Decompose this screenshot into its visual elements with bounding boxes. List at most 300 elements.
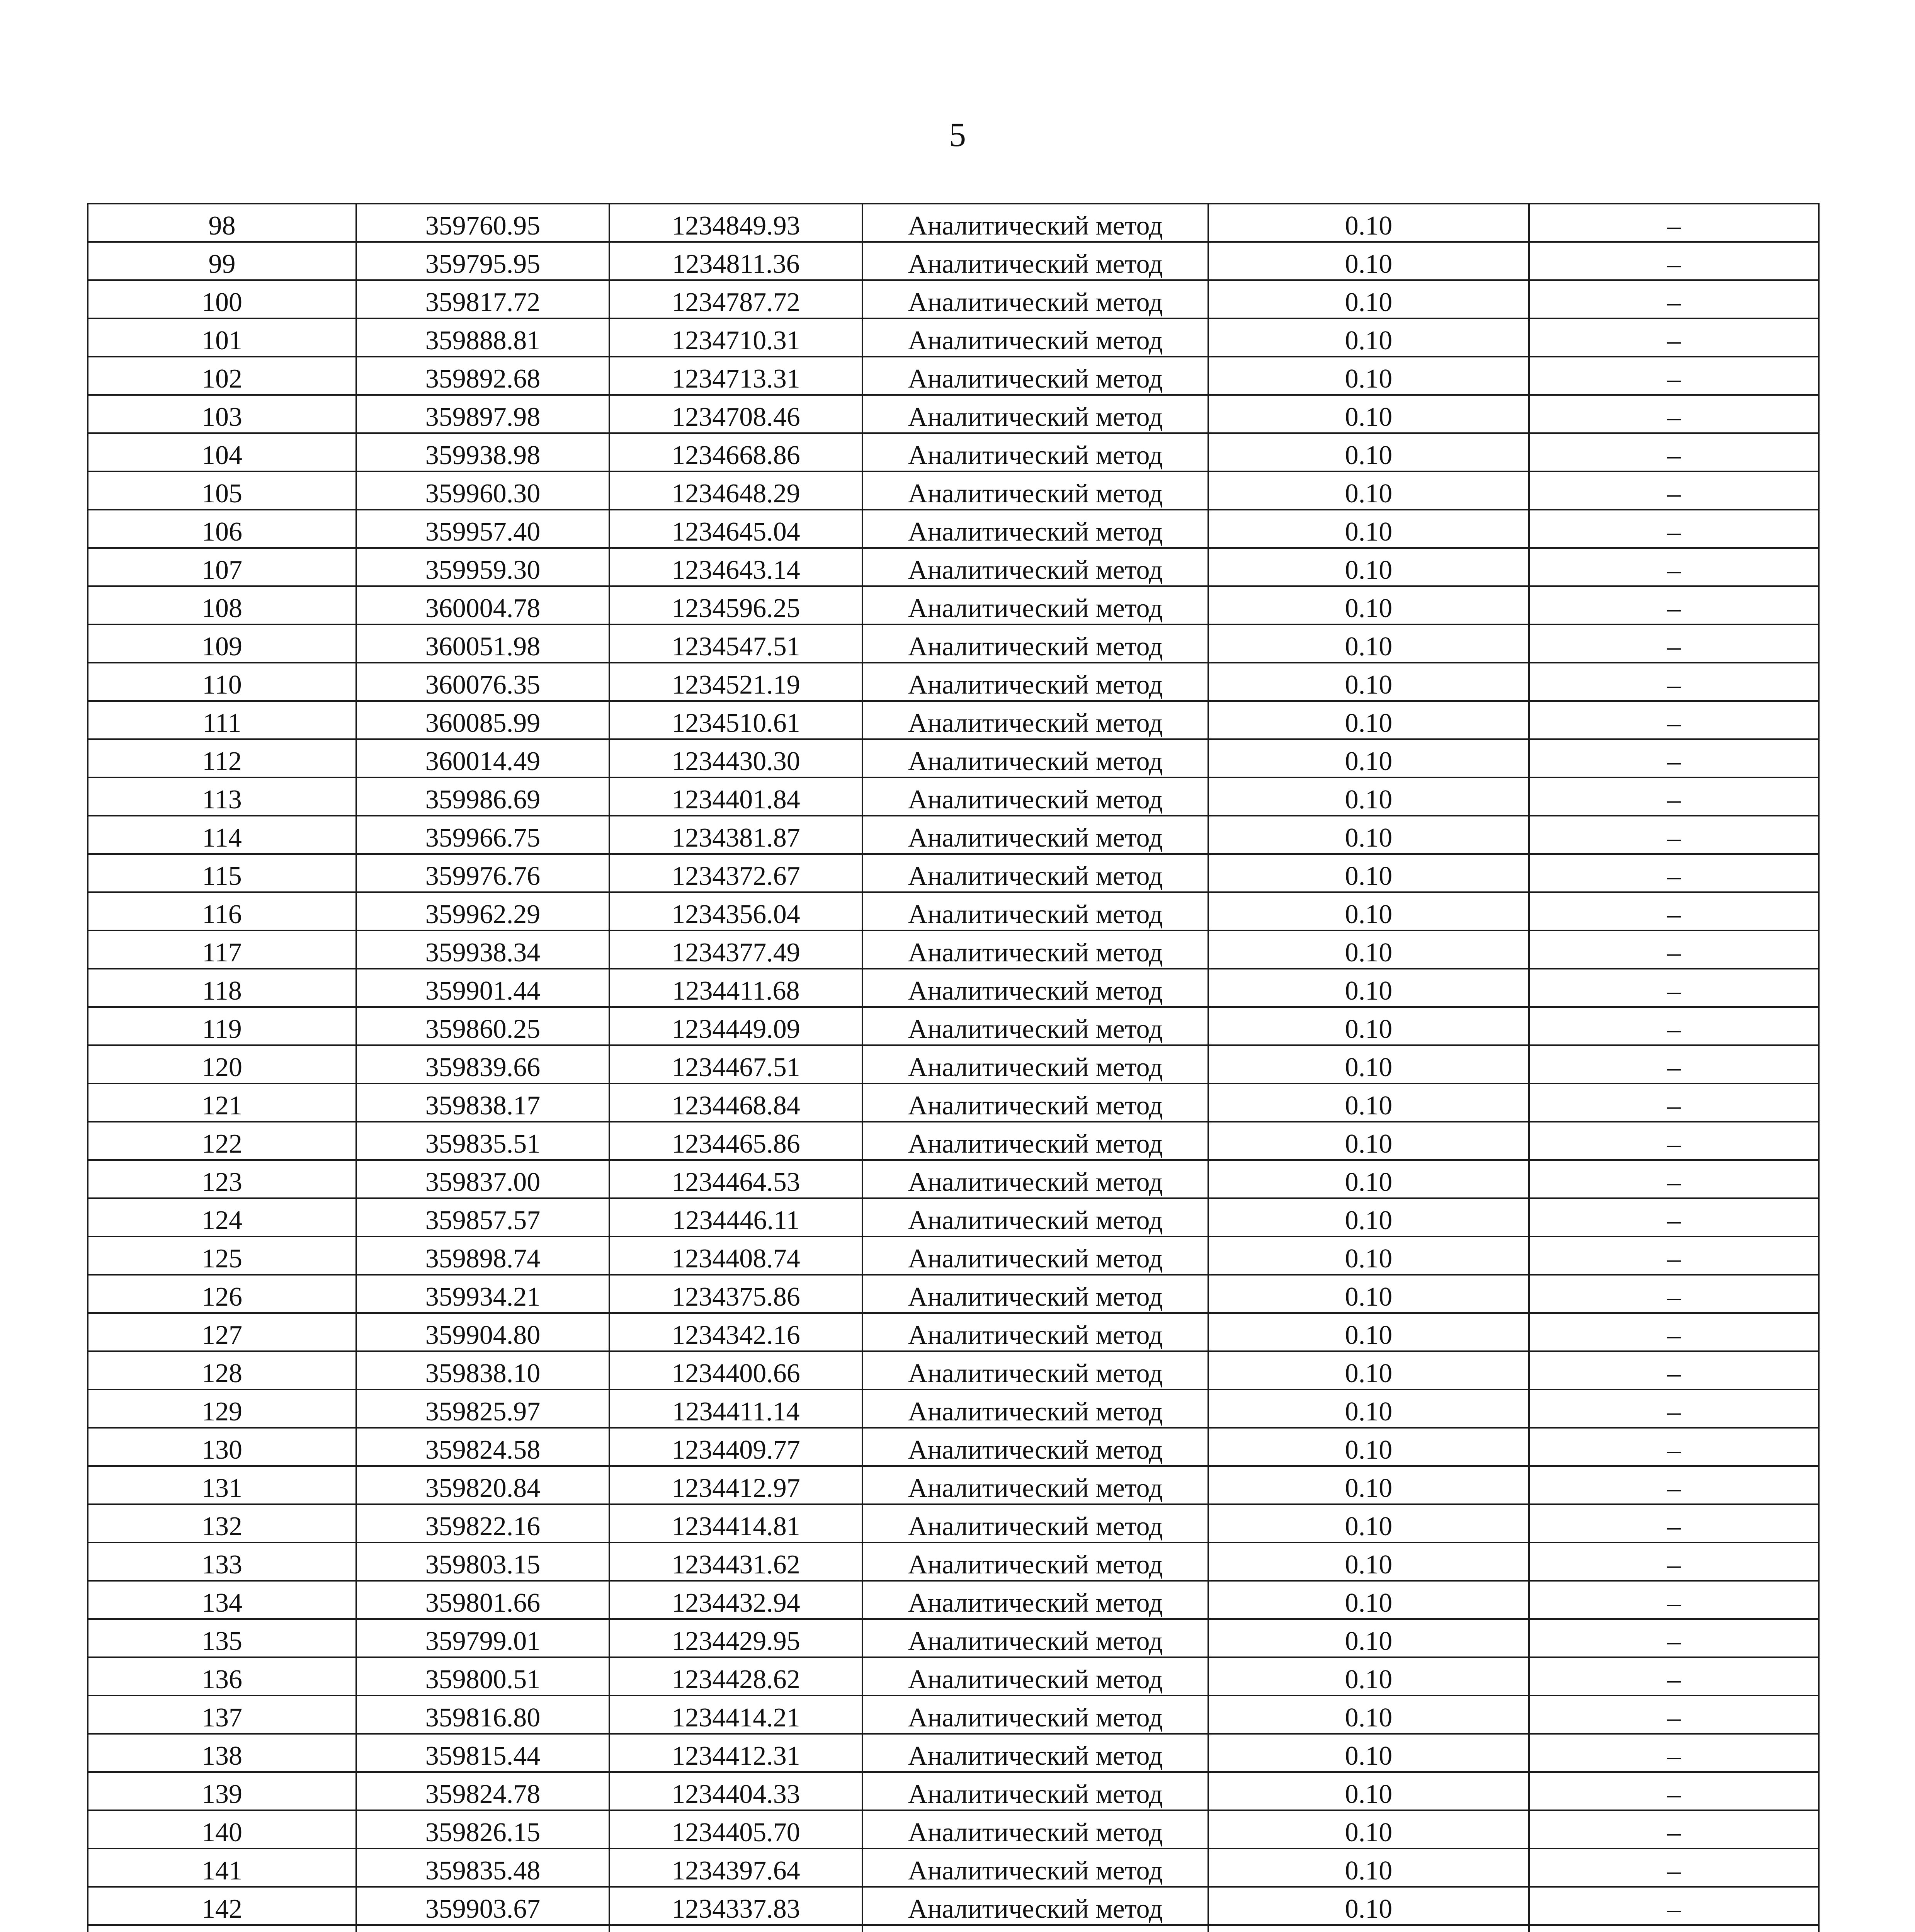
method-cell: Аналитический метод — [862, 204, 1208, 242]
table-row — [88, 1198, 1819, 1236]
y-coordinate-cell: 1234521.19 — [609, 663, 862, 701]
y-coordinate-cell: 1234467.51 — [609, 1045, 862, 1083]
x-coordinate-cell: 359815.44 — [356, 1734, 609, 1772]
point-number-cell: 106 — [88, 510, 356, 548]
table-row — [88, 318, 1819, 357]
note-cell: – — [1529, 1313, 1819, 1351]
table-row — [88, 1122, 1819, 1160]
y-coordinate-cell: 1234356.04 — [609, 892, 862, 930]
table-row — [88, 1045, 1819, 1083]
y-coordinate-cell: 1234643.14 — [609, 548, 862, 586]
method-cell: Аналитический метод — [862, 1657, 1208, 1696]
y-coordinate-cell: 1234397.64 — [609, 1849, 862, 1887]
accuracy-cell: 0.10 — [1208, 1122, 1529, 1160]
x-coordinate-cell: 360076.35 — [356, 663, 609, 701]
point-number-cell: 127 — [88, 1313, 356, 1351]
x-coordinate-cell: 359838.10 — [356, 1351, 609, 1389]
method-cell: Аналитический метод — [862, 510, 1208, 548]
note-cell: – — [1529, 318, 1819, 357]
point-number-cell: 130 — [88, 1428, 356, 1466]
table-row — [88, 930, 1819, 969]
coordinates-table-body — [88, 204, 1819, 1932]
point-number-cell: 112 — [88, 739, 356, 777]
table-row — [88, 624, 1819, 663]
note-cell: – — [1529, 1619, 1819, 1657]
x-coordinate-cell: 359897.98 — [356, 395, 609, 433]
table-row — [88, 471, 1819, 510]
note-cell: – — [1529, 280, 1819, 318]
table-row — [88, 892, 1819, 930]
point-number-cell: 113 — [88, 777, 356, 816]
note-cell: – — [1529, 930, 1819, 969]
x-coordinate-cell: 359839.66 — [356, 1045, 609, 1083]
point-number-cell — [88, 1925, 356, 1932]
method-cell: Аналитический метод — [862, 357, 1208, 395]
accuracy-cell: 0.10 — [1208, 1657, 1529, 1696]
x-coordinate-cell: 359803.15 — [356, 1543, 609, 1581]
method-cell: Аналитический метод — [862, 1810, 1208, 1849]
y-coordinate-cell: 1234342.16 — [609, 1313, 862, 1351]
y-coordinate-cell: 1234430.30 — [609, 739, 862, 777]
y-coordinate-cell: 1234811.36 — [609, 242, 862, 280]
x-coordinate-cell: 359835.48 — [356, 1849, 609, 1887]
method-cell: Аналитический метод — [862, 395, 1208, 433]
x-coordinate-cell: 359835.51 — [356, 1122, 609, 1160]
y-coordinate-cell: 1234404.33 — [609, 1772, 862, 1810]
accuracy-cell: 0.10 — [1208, 624, 1529, 663]
method-cell: Аналитический метод — [862, 1313, 1208, 1351]
point-number-cell: 123 — [88, 1160, 356, 1198]
note-cell: – — [1529, 854, 1819, 892]
y-coordinate-cell: 1234375.86 — [609, 1275, 862, 1313]
x-coordinate-cell: 360014.49 — [356, 739, 609, 777]
x-coordinate-cell: 359903.67 — [356, 1887, 609, 1925]
accuracy-cell: 0.10 — [1208, 739, 1529, 777]
y-coordinate-cell: 1234432.94 — [609, 1581, 862, 1619]
table-row — [88, 1389, 1819, 1428]
x-coordinate-cell: 359837.00 — [356, 1160, 609, 1198]
method-cell: Аналитический метод — [862, 318, 1208, 357]
point-number-cell: 114 — [88, 816, 356, 854]
method-cell: Аналитический метод — [862, 1198, 1208, 1236]
point-number-cell: 105 — [88, 471, 356, 510]
method-cell: Аналитический метод — [862, 777, 1208, 816]
point-number-cell: 98 — [88, 204, 356, 242]
method-cell: Аналитический метод — [862, 1389, 1208, 1428]
accuracy-cell: 0.10 — [1208, 1198, 1529, 1236]
accuracy-cell: 0.10 — [1208, 1351, 1529, 1389]
table-row — [88, 739, 1819, 777]
table-row — [88, 969, 1819, 1007]
method-cell: Аналитический метод — [862, 242, 1208, 280]
y-coordinate-cell: 1234409.77 — [609, 1428, 862, 1466]
y-coordinate-cell: 1234446.11 — [609, 1198, 862, 1236]
y-coordinate-cell: 1234414.81 — [609, 1504, 862, 1543]
method-cell: Аналитический метод — [862, 1122, 1208, 1160]
accuracy-cell: 0.10 — [1208, 1389, 1529, 1428]
table-row — [88, 1543, 1819, 1581]
note-cell: – — [1529, 357, 1819, 395]
point-number-cell: 116 — [88, 892, 356, 930]
note-cell: – — [1529, 1504, 1819, 1543]
note-cell: – — [1529, 1772, 1819, 1810]
table-row — [88, 701, 1819, 739]
accuracy-cell: 0.10 — [1208, 1236, 1529, 1275]
y-coordinate-cell: 1234596.25 — [609, 586, 862, 624]
y-coordinate-cell: 1234787.72 — [609, 280, 862, 318]
accuracy-cell: 0.10 — [1208, 930, 1529, 969]
y-coordinate-cell: 1234713.31 — [609, 357, 862, 395]
y-coordinate-cell: 1234411.14 — [609, 1389, 862, 1428]
method-cell: Аналитический метод — [862, 701, 1208, 739]
accuracy-cell: 0.10 — [1208, 892, 1529, 930]
point-number-cell: 109 — [88, 624, 356, 663]
point-number-cell: 117 — [88, 930, 356, 969]
table-row — [88, 1007, 1819, 1045]
note-cell: – — [1529, 1198, 1819, 1236]
method-cell: Аналитический метод — [862, 1543, 1208, 1581]
x-coordinate-cell: 359824.78 — [356, 1772, 609, 1810]
accuracy-cell: 0.10 — [1208, 280, 1529, 318]
point-number-cell: 101 — [88, 318, 356, 357]
table-row — [88, 854, 1819, 892]
accuracy-cell: 0.10 — [1208, 854, 1529, 892]
y-coordinate-cell: 1234645.04 — [609, 510, 862, 548]
accuracy-cell: 0.10 — [1208, 1581, 1529, 1619]
point-number-cell: 100 — [88, 280, 356, 318]
method-cell: Аналитический метод — [862, 586, 1208, 624]
table-row — [88, 777, 1819, 816]
note-cell: – — [1529, 1045, 1819, 1083]
accuracy-cell: 0.10 — [1208, 663, 1529, 701]
accuracy-cell: 0.10 — [1208, 1313, 1529, 1351]
table-row — [88, 280, 1819, 318]
point-number-cell: 128 — [88, 1351, 356, 1389]
method-cell: Аналитический метод — [862, 1428, 1208, 1466]
accuracy-cell — [1208, 1925, 1529, 1932]
accuracy-cell: 0.10 — [1208, 1734, 1529, 1772]
note-cell: – — [1529, 1543, 1819, 1581]
point-number-cell: 111 — [88, 701, 356, 739]
note-cell: – — [1529, 433, 1819, 471]
note-cell: – — [1529, 471, 1819, 510]
y-coordinate-cell: 1234414.21 — [609, 1696, 862, 1734]
method-cell — [862, 1925, 1208, 1932]
point-number-cell: 107 — [88, 548, 356, 586]
x-coordinate-cell: 359960.30 — [356, 471, 609, 510]
y-coordinate-cell: 1234710.31 — [609, 318, 862, 357]
accuracy-cell: 0.10 — [1208, 701, 1529, 739]
x-coordinate-cell: 359826.15 — [356, 1810, 609, 1849]
method-cell: Аналитический метод — [862, 280, 1208, 318]
table-row — [88, 586, 1819, 624]
note-cell: – — [1529, 1696, 1819, 1734]
point-number-cell: 120 — [88, 1045, 356, 1083]
note-cell: – — [1529, 816, 1819, 854]
x-coordinate-cell: 359904.80 — [356, 1313, 609, 1351]
table-row — [88, 510, 1819, 548]
y-coordinate-cell: 1234400.66 — [609, 1351, 862, 1389]
x-coordinate-cell: 359938.34 — [356, 930, 609, 969]
table-row — [88, 1160, 1819, 1198]
method-cell: Аналитический метод — [862, 1887, 1208, 1925]
table-row — [88, 1313, 1819, 1351]
method-cell: Аналитический метод — [862, 1504, 1208, 1543]
y-coordinate-cell: 1234408.74 — [609, 1236, 862, 1275]
accuracy-cell: 0.10 — [1208, 318, 1529, 357]
x-coordinate-cell: 359799.01 — [356, 1619, 609, 1657]
note-cell: – — [1529, 510, 1819, 548]
table-row — [88, 1734, 1819, 1772]
y-coordinate-cell: 1234547.51 — [609, 624, 862, 663]
x-coordinate-cell: 359795.95 — [356, 242, 609, 280]
note-cell: – — [1529, 1887, 1819, 1925]
x-coordinate-cell — [356, 1925, 609, 1932]
note-cell: – — [1529, 1007, 1819, 1045]
point-number-cell: 124 — [88, 1198, 356, 1236]
coordinates-table — [87, 203, 1820, 1932]
y-coordinate-cell: 1234337.83 — [609, 1887, 862, 1925]
y-coordinate-cell: 1234449.09 — [609, 1007, 862, 1045]
point-number-cell: 102 — [88, 357, 356, 395]
note-cell: – — [1529, 1810, 1819, 1849]
x-coordinate-cell: 359838.17 — [356, 1083, 609, 1122]
method-cell: Аналитический метод — [862, 433, 1208, 471]
x-coordinate-cell: 359934.21 — [356, 1275, 609, 1313]
note-cell: – — [1529, 624, 1819, 663]
note-cell: – — [1529, 204, 1819, 242]
method-cell: Аналитический метод — [862, 1466, 1208, 1504]
table-row — [88, 1351, 1819, 1389]
point-number-cell: 99 — [88, 242, 356, 280]
point-number-cell: 126 — [88, 1275, 356, 1313]
page-number: 5 — [949, 116, 966, 154]
method-cell: Аналитический метод — [862, 1581, 1208, 1619]
point-number-cell: 132 — [88, 1504, 356, 1543]
method-cell: Аналитический метод — [862, 1351, 1208, 1389]
x-coordinate-cell: 359816.80 — [356, 1696, 609, 1734]
x-coordinate-cell: 359822.16 — [356, 1504, 609, 1543]
accuracy-cell: 0.10 — [1208, 586, 1529, 624]
point-number-cell: 104 — [88, 433, 356, 471]
method-cell: Аналитический метод — [862, 1236, 1208, 1275]
y-coordinate-cell: 1234465.86 — [609, 1122, 862, 1160]
note-cell: – — [1529, 1083, 1819, 1122]
table-row — [88, 1504, 1819, 1543]
point-number-cell: 139 — [88, 1772, 356, 1810]
point-number-cell: 136 — [88, 1657, 356, 1696]
x-coordinate-cell: 359898.74 — [356, 1236, 609, 1275]
table-row — [88, 204, 1819, 242]
accuracy-cell: 0.10 — [1208, 1275, 1529, 1313]
accuracy-cell: 0.10 — [1208, 1007, 1529, 1045]
x-coordinate-cell: 360004.78 — [356, 586, 609, 624]
method-cell: Аналитический метод — [862, 1083, 1208, 1122]
accuracy-cell: 0.10 — [1208, 548, 1529, 586]
y-coordinate-cell: 1234668.86 — [609, 433, 862, 471]
point-number-cell: 118 — [88, 969, 356, 1007]
note-cell: – — [1529, 548, 1819, 586]
accuracy-cell: 0.10 — [1208, 357, 1529, 395]
table-row — [88, 1887, 1819, 1925]
point-number-cell: 122 — [88, 1122, 356, 1160]
table-row — [88, 1619, 1819, 1657]
accuracy-cell: 0.10 — [1208, 510, 1529, 548]
point-number-cell: 133 — [88, 1543, 356, 1581]
table-row — [88, 1236, 1819, 1275]
x-coordinate-cell: 359901.44 — [356, 969, 609, 1007]
y-coordinate-cell: 1234405.70 — [609, 1810, 862, 1849]
accuracy-cell: 0.10 — [1208, 1160, 1529, 1198]
y-coordinate-cell: 1234464.53 — [609, 1160, 862, 1198]
y-coordinate-cell: 1234412.97 — [609, 1466, 862, 1504]
y-coordinate-cell: 1234510.61 — [609, 701, 862, 739]
note-cell: – — [1529, 1122, 1819, 1160]
note-cell: – — [1529, 1581, 1819, 1619]
point-number-cell: 129 — [88, 1389, 356, 1428]
note-cell: – — [1529, 242, 1819, 280]
table-row — [88, 1657, 1819, 1696]
y-coordinate-cell — [609, 1925, 862, 1932]
method-cell: Аналитический метод — [862, 1734, 1208, 1772]
x-coordinate-cell: 359860.25 — [356, 1007, 609, 1045]
method-cell: Аналитический метод — [862, 816, 1208, 854]
note-cell: – — [1529, 1734, 1819, 1772]
note-cell: – — [1529, 701, 1819, 739]
accuracy-cell: 0.10 — [1208, 1810, 1529, 1849]
method-cell: Аналитический метод — [862, 1619, 1208, 1657]
method-cell: Аналитический метод — [862, 1772, 1208, 1810]
table-row — [88, 433, 1819, 471]
method-cell: Аналитический метод — [862, 1275, 1208, 1313]
x-coordinate-cell: 359888.81 — [356, 318, 609, 357]
accuracy-cell: 0.10 — [1208, 1504, 1529, 1543]
accuracy-cell: 0.10 — [1208, 242, 1529, 280]
note-cell: – — [1529, 663, 1819, 701]
y-coordinate-cell: 1234708.46 — [609, 395, 862, 433]
table-row — [88, 1925, 1819, 1932]
accuracy-cell: 0.10 — [1208, 1772, 1529, 1810]
accuracy-cell: 0.10 — [1208, 1045, 1529, 1083]
accuracy-cell: 0.10 — [1208, 1849, 1529, 1887]
accuracy-cell: 0.10 — [1208, 1696, 1529, 1734]
table-row — [88, 548, 1819, 586]
method-cell: Аналитический метод — [862, 1007, 1208, 1045]
accuracy-cell: 0.10 — [1208, 1887, 1529, 1925]
note-cell: – — [1529, 892, 1819, 930]
accuracy-cell: 0.10 — [1208, 1083, 1529, 1122]
x-coordinate-cell: 359857.57 — [356, 1198, 609, 1236]
table-row — [88, 1581, 1819, 1619]
point-number-cell: 142 — [88, 1887, 356, 1925]
x-coordinate-cell: 360085.99 — [356, 701, 609, 739]
y-coordinate-cell: 1234429.95 — [609, 1619, 862, 1657]
accuracy-cell: 0.10 — [1208, 1428, 1529, 1466]
point-number-cell: 125 — [88, 1236, 356, 1275]
accuracy-cell: 0.10 — [1208, 816, 1529, 854]
y-coordinate-cell: 1234411.68 — [609, 969, 862, 1007]
accuracy-cell: 0.10 — [1208, 1619, 1529, 1657]
method-cell: Аналитический метод — [862, 930, 1208, 969]
point-number-cell: 134 — [88, 1581, 356, 1619]
note-cell: – — [1529, 1428, 1819, 1466]
y-coordinate-cell: 1234648.29 — [609, 471, 862, 510]
note-cell: – — [1529, 739, 1819, 777]
method-cell: Аналитический метод — [862, 548, 1208, 586]
x-coordinate-cell: 359817.72 — [356, 280, 609, 318]
method-cell: Аналитический метод — [862, 892, 1208, 930]
point-number-cell: 131 — [88, 1466, 356, 1504]
x-coordinate-cell: 359959.30 — [356, 548, 609, 586]
table-row — [88, 1772, 1819, 1810]
method-cell: Аналитический метод — [862, 1045, 1208, 1083]
note-cell: – — [1529, 395, 1819, 433]
note-cell: – — [1529, 969, 1819, 1007]
method-cell: Аналитический метод — [862, 1696, 1208, 1734]
point-number-cell: 137 — [88, 1696, 356, 1734]
accuracy-cell: 0.10 — [1208, 1466, 1529, 1504]
x-coordinate-cell: 359966.75 — [356, 816, 609, 854]
method-cell: Аналитический метод — [862, 969, 1208, 1007]
x-coordinate-cell: 359938.98 — [356, 433, 609, 471]
method-cell: Аналитический метод — [862, 1849, 1208, 1887]
point-number-cell: 140 — [88, 1810, 356, 1849]
y-coordinate-cell: 1234381.87 — [609, 816, 862, 854]
x-coordinate-cell: 359801.66 — [356, 1581, 609, 1619]
method-cell: Аналитический метод — [862, 471, 1208, 510]
y-coordinate-cell: 1234412.31 — [609, 1734, 862, 1772]
point-number-cell: 103 — [88, 395, 356, 433]
y-coordinate-cell: 1234377.49 — [609, 930, 862, 969]
table-row — [88, 1849, 1819, 1887]
accuracy-cell: 0.10 — [1208, 1543, 1529, 1581]
accuracy-cell: 0.10 — [1208, 433, 1529, 471]
x-coordinate-cell: 359825.97 — [356, 1389, 609, 1428]
accuracy-cell: 0.10 — [1208, 204, 1529, 242]
table-row — [88, 816, 1819, 854]
x-coordinate-cell: 359760.95 — [356, 204, 609, 242]
table-row — [88, 1466, 1819, 1504]
y-coordinate-cell: 1234372.67 — [609, 854, 862, 892]
x-coordinate-cell: 359892.68 — [356, 357, 609, 395]
table-row — [88, 1696, 1819, 1734]
y-coordinate-cell: 1234428.62 — [609, 1657, 862, 1696]
y-coordinate-cell: 1234468.84 — [609, 1083, 862, 1122]
y-coordinate-cell: 1234431.62 — [609, 1543, 862, 1581]
table-row — [88, 395, 1819, 433]
table-row — [88, 357, 1819, 395]
table-row — [88, 1083, 1819, 1122]
table-row — [88, 1275, 1819, 1313]
x-coordinate-cell: 359986.69 — [356, 777, 609, 816]
method-cell: Аналитический метод — [862, 854, 1208, 892]
note-cell: – — [1529, 1236, 1819, 1275]
note-cell: – — [1529, 1275, 1819, 1313]
x-coordinate-cell: 359976.76 — [356, 854, 609, 892]
x-coordinate-cell: 359800.51 — [356, 1657, 609, 1696]
note-cell: – — [1529, 1351, 1819, 1389]
note-cell: – — [1529, 1466, 1819, 1504]
method-cell: Аналитический метод — [862, 624, 1208, 663]
method-cell: Аналитический метод — [862, 1160, 1208, 1198]
x-coordinate-cell: 359820.84 — [356, 1466, 609, 1504]
note-cell: – — [1529, 586, 1819, 624]
point-number-cell: 141 — [88, 1849, 356, 1887]
point-number-cell: 110 — [88, 663, 356, 701]
accuracy-cell: 0.10 — [1208, 471, 1529, 510]
note-cell: – — [1529, 1389, 1819, 1428]
point-number-cell: 138 — [88, 1734, 356, 1772]
